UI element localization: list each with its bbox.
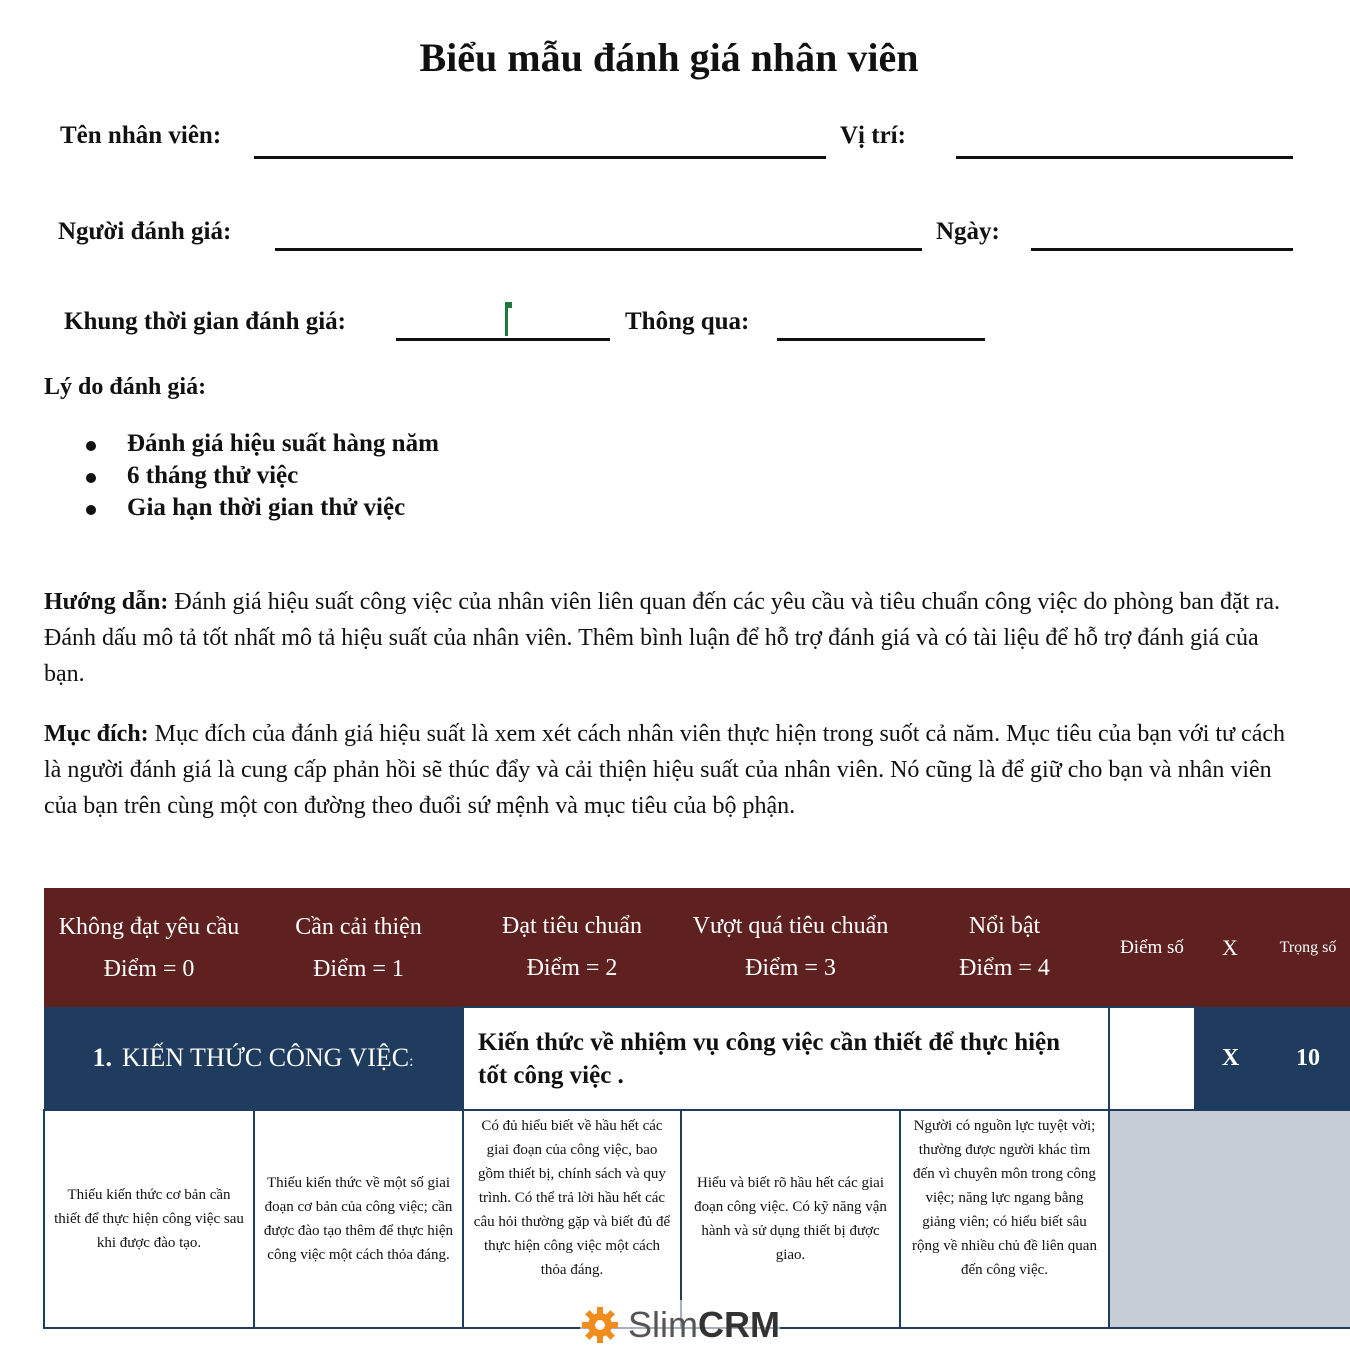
employee-name-label: Tên nhân viên:	[60, 122, 222, 149]
period-row	[0, 304, 1350, 344]
reviewer-row	[0, 214, 1350, 254]
score-header: Điểm số	[1109, 888, 1195, 1007]
position-label: Vị trí:	[840, 122, 906, 149]
reasons-heading: Lý do đánh giá:	[44, 374, 207, 400]
rating-table	[43, 888, 1350, 1329]
form-title: Biểu mẫu đánh giá nhân viên	[419, 35, 919, 80]
criteria-cell[interactable]: Thiếu kiến thức cơ bản cần thiết để thực hiện công việc sau khi được đào tạo.	[44, 1110, 254, 1328]
reason-item[interactable]: Đánh giá hiệu suất hàng năm	[86, 428, 439, 460]
section-title: 1. KIẾN THỨC CÔNG VIỆC:	[44, 1007, 463, 1110]
period-field[interactable]	[396, 338, 610, 341]
criteria-row	[44, 1110, 1350, 1328]
level-header: Không đạt yêu cầu Điểm = 0	[44, 888, 254, 1007]
gear-icon	[580, 1305, 620, 1345]
period-label: Khung thời gian đánh giá:	[64, 308, 347, 335]
employee-name-field[interactable]	[254, 156, 826, 159]
score-area	[1109, 1110, 1350, 1328]
position-field[interactable]	[956, 156, 1293, 159]
approved-label: Thông qua:	[625, 308, 750, 335]
purpose-text: Mục đích của đánh giá hiệu suất là xem xét cách nhân viên thực hiện trong suốt cả năm. Mục tiêu của bạn với tư cách là người đánh giá là cung cấp phản hồi sẽ thúc đẩy và cải thiện hiệu suất của nhân viên. Nó cũng là để giữ cho bạn và nhân viên của bạn trên cùng một con đường theo đuổi sứ mệnh và mục tiêu của bộ phận.	[44, 721, 1286, 819]
level-header: Vượt quá tiêu chuẩn Điểm = 3	[681, 888, 900, 1007]
instructions-text: Đánh giá hiệu suất công việc của nhân viên liên quan đến các yêu cầu và tiêu chuẩn công việc do phòng ban đặt ra. Đánh dấu mô tả tốt nhất mô tả hiệu suất của nhân viên. Thêm bình luận để hỗ trợ đánh giá và có tài liệu để hỗ trợ đánh giá của bạn.	[44, 589, 1280, 687]
score-input-cell[interactable]	[1109, 1007, 1195, 1110]
text-cursor-icon	[505, 302, 508, 336]
rating-header-row	[44, 888, 1350, 1007]
slimcrm-watermark	[580, 1300, 780, 1350]
x-header: X	[1195, 888, 1265, 1007]
criteria-cell[interactable]: Người có nguồn lực tuyệt vời; thường được người khác tìm đến vì chuyên môn trong công việc; năng lực ngang bằng giảng viên; có hiểu biết sâu rộng về nhiều chủ đề liên quan đến công việc.	[900, 1110, 1109, 1328]
level-header: Nổi bật Điểm = 4	[900, 888, 1109, 1007]
section-description: Kiến thức về nhiệm vụ công việc cần thiết để thực hiện tốt công việc .	[463, 1007, 1109, 1110]
employee-row	[0, 118, 1350, 158]
reviewer-label: Người đánh giá:	[58, 218, 232, 245]
reviewer-field[interactable]	[275, 248, 922, 251]
weight-cell: 10	[1265, 1007, 1350, 1110]
instructions-label: Hướng dẫn:	[44, 589, 169, 615]
brand-bold: CRM	[698, 1304, 780, 1345]
date-field[interactable]	[1031, 248, 1293, 251]
reason-item[interactable]: Gia hạn thời gian thử việc	[86, 492, 439, 524]
reasons-list	[86, 428, 439, 524]
purpose-paragraph	[44, 716, 1304, 824]
instructions-paragraph	[44, 584, 1304, 692]
approved-field[interactable]	[777, 338, 985, 341]
criteria-cell[interactable]: Có đủ hiểu biết về hầu hết các giai đoạn của công việc, bao gồm thiết bị, chính sách và quy trình. Có thể trả lời hầu hết các câu hỏi thường gặp và biết đủ để thực hiện công việc một cách thỏa đáng.	[463, 1110, 681, 1328]
reason-item[interactable]: 6 tháng thử việc	[86, 460, 439, 492]
multiply-cell: X	[1195, 1007, 1265, 1110]
level-header: Đạt tiêu chuẩn Điểm = 2	[463, 888, 681, 1007]
date-label: Ngày:	[936, 218, 1000, 245]
criteria-cell[interactable]: Thiếu kiến thức về một số giai đoạn cơ bản của công việc; cần được đào tạo thêm để thực hiện công việc một cách thỏa đáng.	[254, 1110, 463, 1328]
criteria-cell[interactable]: Hiểu và biết rõ hầu hết các giai đoạn công việc. Có kỹ năng vận hành và sử dụng thiết bị được giao.	[681, 1110, 900, 1328]
weight-header: Trọng số	[1265, 888, 1350, 1007]
purpose-label: Mục đích:	[44, 721, 149, 747]
level-header: Cần cải thiện Điểm = 1	[254, 888, 463, 1007]
section-row	[44, 1007, 1350, 1110]
brand-light: Slim	[628, 1304, 698, 1345]
